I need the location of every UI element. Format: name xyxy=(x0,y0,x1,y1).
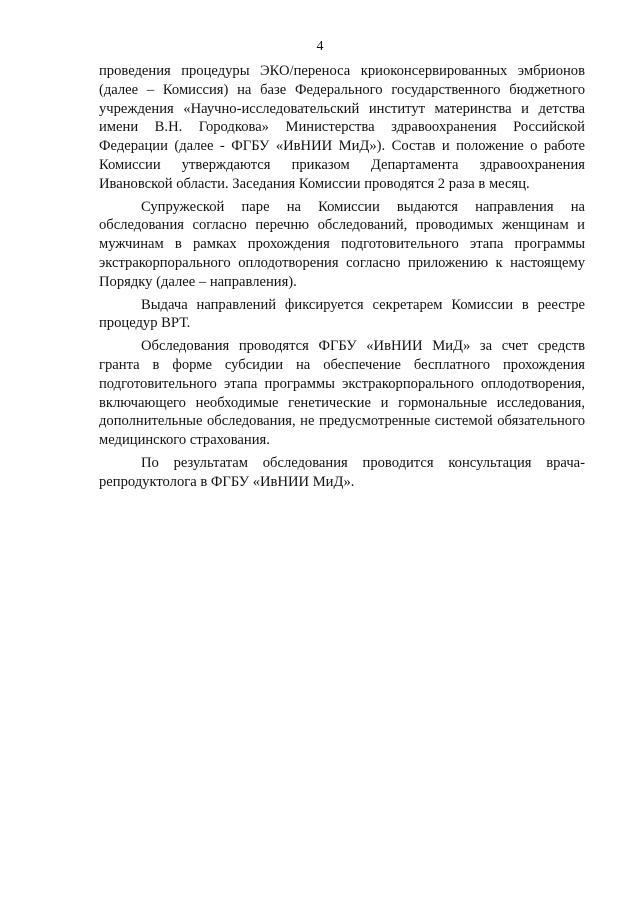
paragraph-consultation: По результатам обследования проводится консультация врача-репродуктолога в ФГБУ «ИвНИИ МиД». xyxy=(99,454,585,490)
paragraph-examinations-funding: Обследования проводятся ФГБУ «ИвНИИ МиД» за счет средств гранта в форме субсидии на обеспечение бесплатного прохождения подготовительного этапа программы экстракорпорального оплодотворения, включающего необходимые генетические и гормональные исследования, дополнительные обследования, не предусмотренные системой обязательного медицинского страхования. xyxy=(99,338,585,449)
paragraph-referrals-registry: Выдача направлений фиксируется секретарем Комиссии в реестре процедур ВРТ. xyxy=(99,296,585,332)
document-body xyxy=(99,62,585,492)
page-number: 4 xyxy=(316,39,324,54)
paragraph-referrals-issued: Супружеской паре на Комиссии выдаются направления на обследования согласно перечню обследований, проводимых женщинам и мужчинам в рамках прохождения подготовительного этапа программы экстракорпорального оплодотворения согласно приложению к настоящему Порядку (далее – направления). xyxy=(99,198,585,290)
paragraph-commission-description: проведения процедуры ЭКО/переноса криоконсервированных эмбрионов (далее – Комиссия) на базе Федерального государственного бюджетного учреждения «Научно-исследовательский институт материнства и детства имени В.Н. Городкова» Министерства здравоохранения Российской Федерации (далее - ФГБУ «ИвНИИ МиД»). Состав и положение о работе Комиссии утверждаются приказом Департамента здравоохранения Ивановской области. Заседания Комиссии проводятся 2 раза в месяц. xyxy=(99,63,585,192)
